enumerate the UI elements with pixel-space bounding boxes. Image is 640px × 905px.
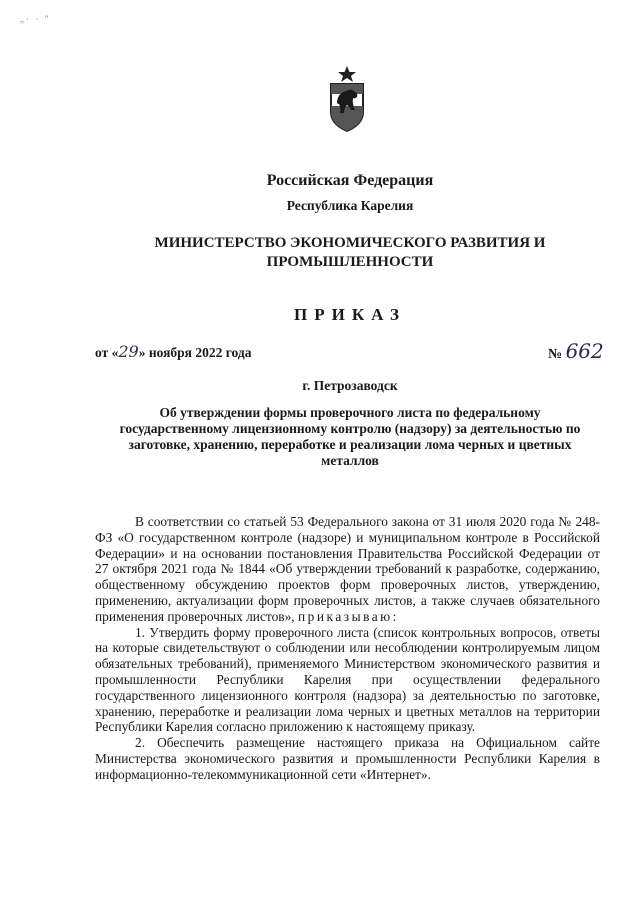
ministry-title: МИНИСТЕРСТВО ЭКОНОМИЧЕСКОГО РАЗВИТИЯ И ПРОМЫШЛЕННОСТИ — [154, 235, 546, 270]
country-title: Российская Федерация — [266, 172, 434, 189]
order-number — [548, 339, 604, 363]
date-suffix: » ноября 2022 года — [138, 345, 252, 360]
scan-mark: „· · ” — [20, 14, 51, 24]
handwritten-number: 662 — [565, 339, 604, 363]
preamble-text: В соответствии со статьей 53 Федерального закона от 31 июля 2020 года № 248-ФЗ «О государственном контроле (надзоре) и муниципальном контроле в Российской Федерации» и на основании постановления Правительства Российской Федерации от 27 октября 2021 года № 1844 «Об утверждении требований к разработке, содержанию, общественному обсуждению проектов форм проверочных листов, утверждению, применению, актуализации форм проверочных листов, а также случаев обязательного применения проверочных листов», — [95, 514, 600, 624]
city-line: г. Петрозаводск — [302, 378, 398, 393]
coat-of-arms-karelia-icon — [328, 66, 366, 132]
order-date — [95, 342, 251, 361]
order-subject: Об утверждении формы проверочного листа по федеральному государственному лицензионному контролю (надзору) за деятельностью по заготовке, хранению, переработке и реализации лома черных и цветных металлов — [119, 405, 581, 468]
document-type: ПРИКАЗ — [294, 305, 406, 324]
number-prefix: № — [548, 347, 563, 362]
handwritten-day: 29 — [118, 342, 139, 361]
order-body — [95, 514, 600, 783]
preamble-paragraph — [95, 514, 600, 625]
republic-title: Республика Карелия — [286, 198, 414, 213]
order-verb: приказываю: — [298, 608, 399, 624]
date-prefix: от « — [95, 345, 119, 360]
item-1-paragraph: 1. Утвердить форму проверочного листа (список контрольных вопросов, ответы на которые свидетельствуют о соблюдении или несоблюдении контролируемым лицом обязательных требований), применяемого Министерством экономического развития и промышленности Республики Карелия при осуществлении федерального государственного лицензионного контроля (надзора) за деятельностью по заготовке, хранению, переработке и реализации лома черных и цветных металлов на территории Республики Карелия согласно приложению к настоящему приказу. — [95, 624, 600, 735]
item-2-paragraph: 2. Обеспечить размещение настоящего приказа на Официальном сайте Министерства экономического развития и промышленности Республики Карелия в информационно-телекоммуникационной сети «Интернет». — [95, 735, 600, 782]
